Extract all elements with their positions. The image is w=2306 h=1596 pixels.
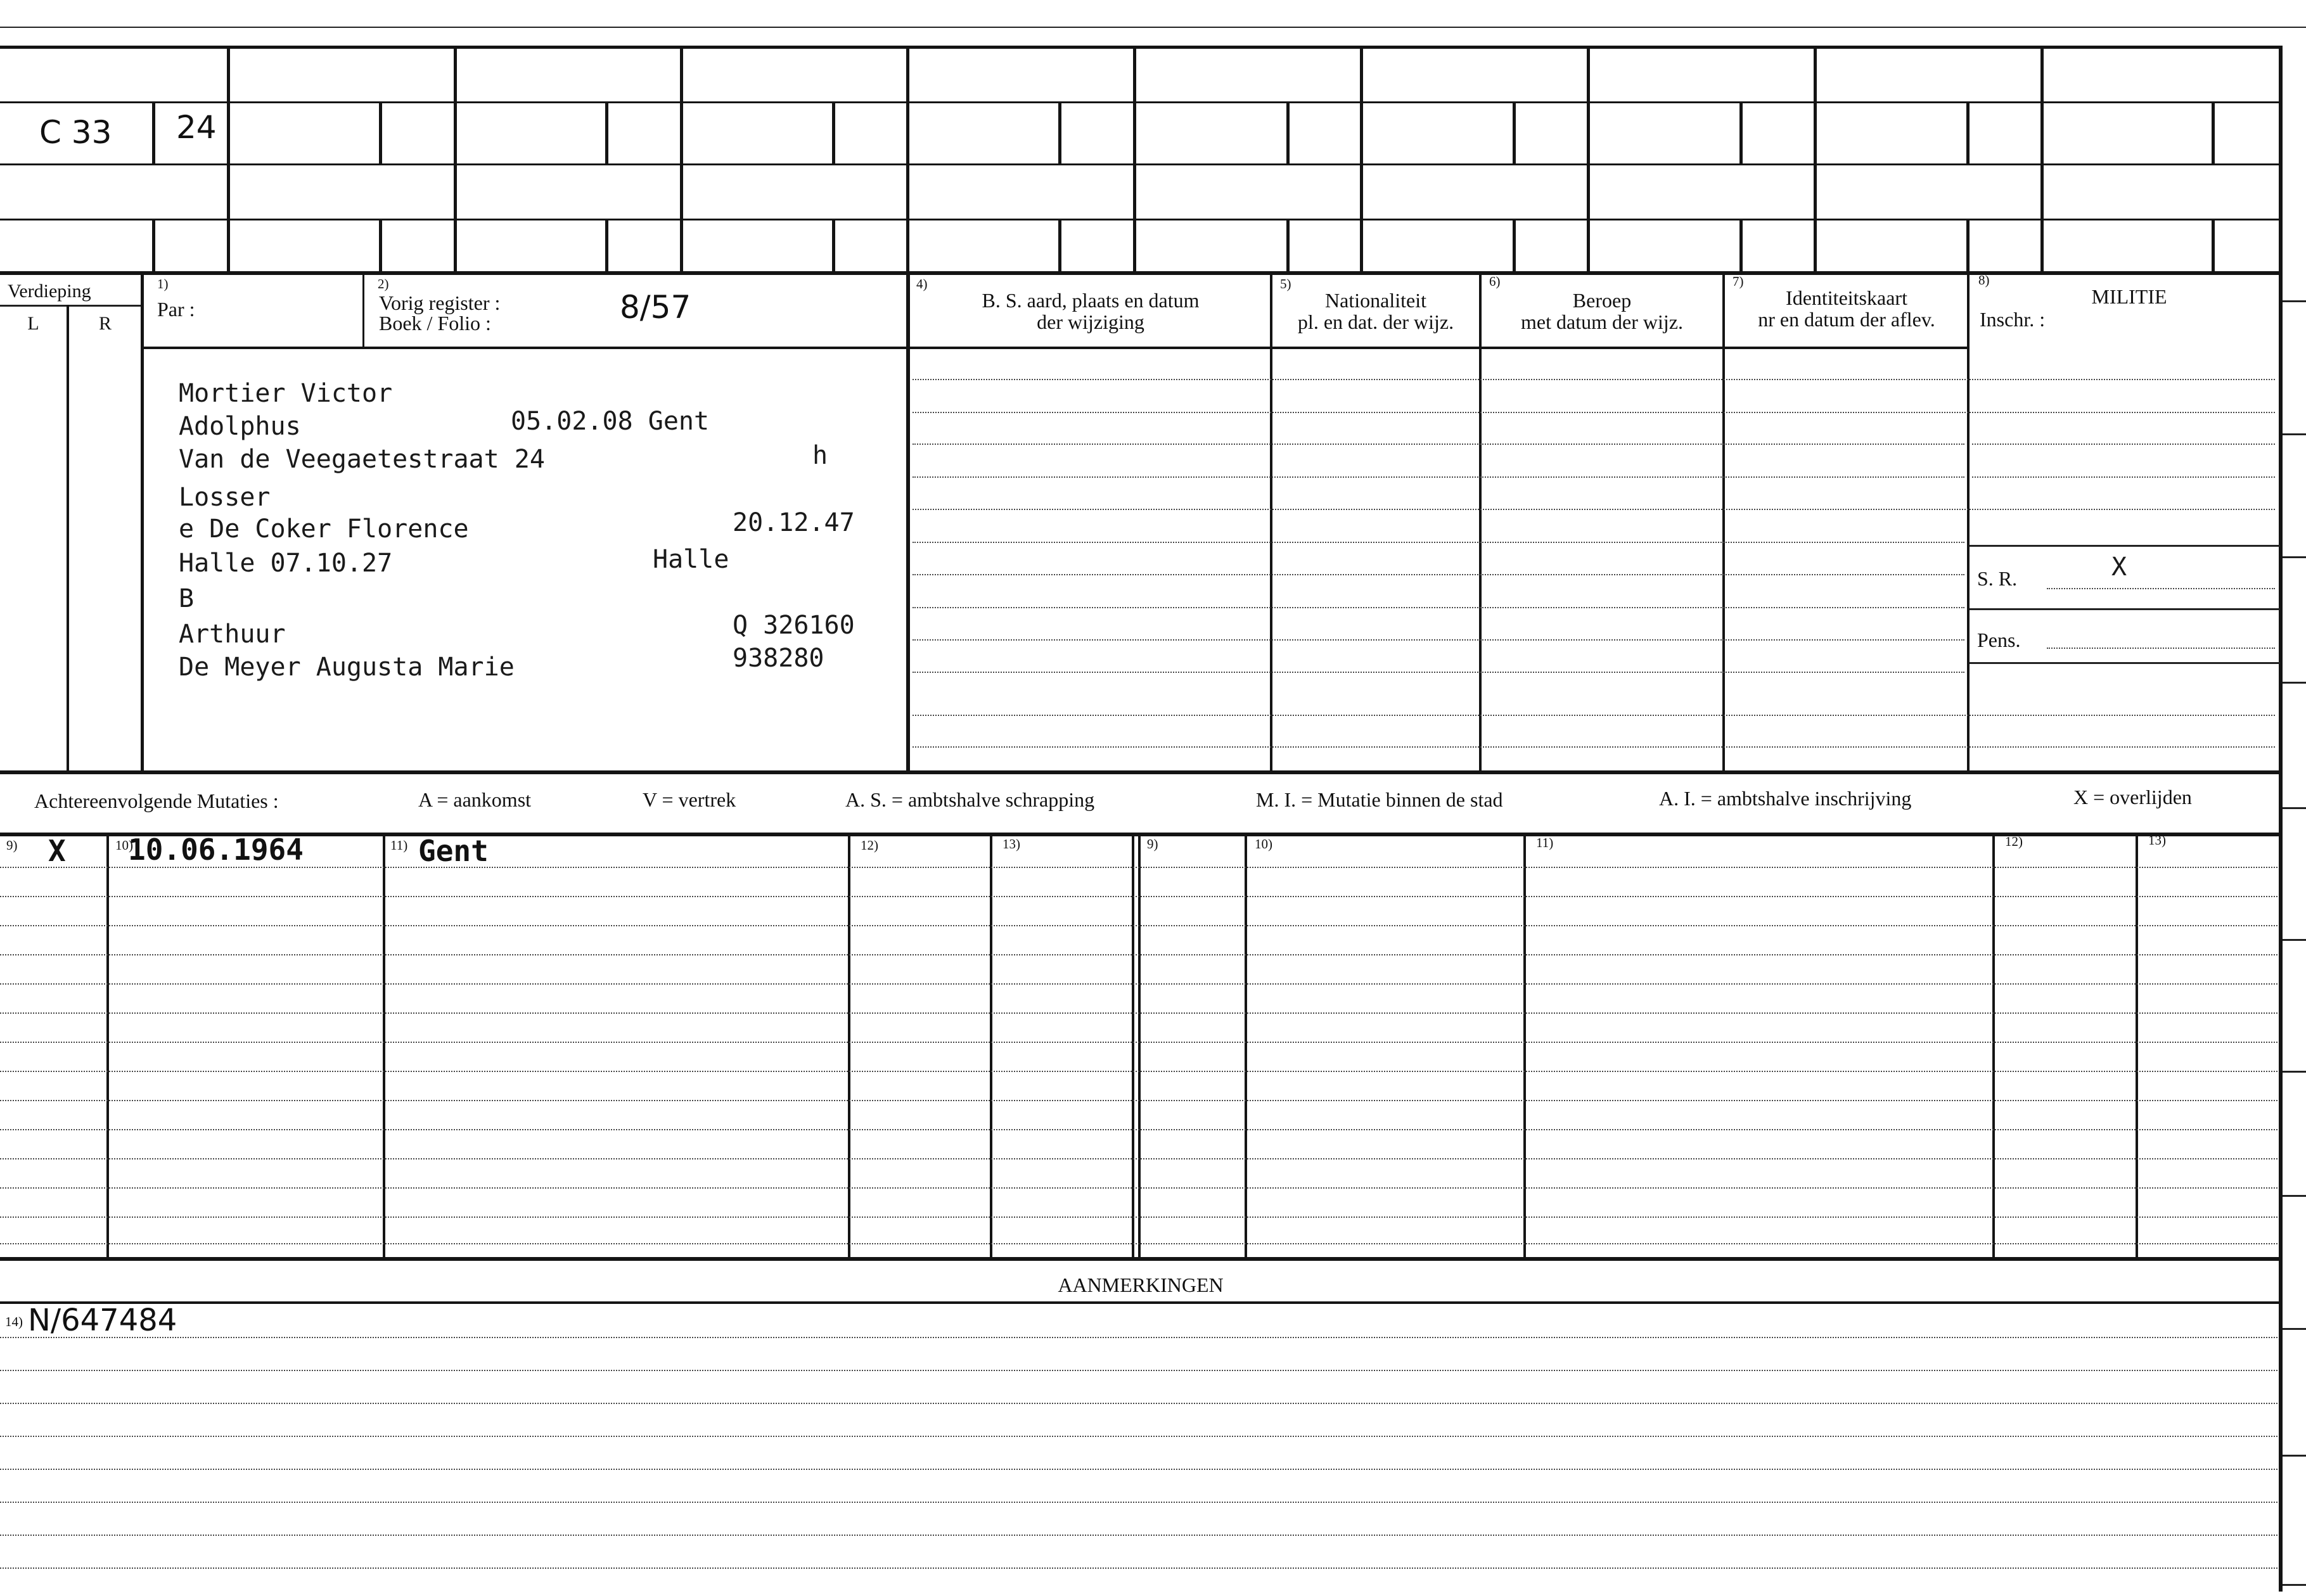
grid-vline-minor	[2212, 101, 2215, 163]
grid-vline-minor	[1513, 101, 1516, 163]
mut-vline	[1138, 835, 1141, 1260]
person-marriage-date: 20.12.47	[733, 508, 855, 537]
id-label-1: Identiteitskaart	[1786, 286, 1907, 309]
mut-vline	[990, 835, 992, 1260]
nat-num: 5)	[1280, 276, 1291, 291]
grid-vline-minor	[1286, 219, 1290, 272]
legend-as: A. S. = ambtshalve schrapping	[845, 788, 1095, 811]
code-series: C 33	[39, 114, 112, 151]
mutaties-top-line	[0, 833, 2281, 836]
mutatie-place: Gent	[418, 834, 489, 868]
mutatie-type: X	[48, 834, 66, 868]
mut-vline	[1523, 835, 1526, 1260]
person-birth: 05.02.08 Gent	[511, 407, 710, 436]
grid-vline-minor	[832, 101, 835, 163]
grid-vline	[1133, 46, 1136, 274]
mut-col-11b: 11)	[1536, 835, 1554, 850]
mut-col-11: 11)	[390, 838, 408, 853]
grid-vline-minor	[605, 101, 608, 163]
person-father: Arthuur	[179, 620, 286, 649]
legend-v: V = vertrek	[643, 788, 736, 811]
person-spouse-birth: Halle 07.10.27	[179, 549, 393, 578]
grid-vline	[1814, 46, 1817, 274]
person-b: B	[179, 584, 195, 613]
grid-vline-minor	[1058, 101, 1061, 163]
vorig-register-label: Vorig register :	[379, 291, 501, 314]
mut-col-12: 12)	[861, 838, 878, 853]
grid-vline-minor	[152, 101, 155, 163]
vorig-num: 2)	[378, 276, 389, 291]
aanmerkingen-title: AANMERKINGEN	[1058, 1274, 1224, 1296]
bs-label-2: der wijziging	[1037, 310, 1144, 333]
mut-vline	[383, 835, 385, 1260]
par-label: Par :	[157, 298, 195, 321]
grid-line	[0, 163, 2281, 165]
pens-label: Pens.	[1977, 629, 2021, 651]
pens-dotted-line	[2047, 648, 2275, 649]
grid-vline	[1360, 46, 1363, 274]
grid-vline-minor	[605, 219, 608, 272]
beroep-num: 6)	[1489, 274, 1501, 289]
grid-line	[0, 219, 2281, 220]
code-number: 24	[176, 109, 217, 146]
person-losser: Losser	[179, 483, 271, 512]
bs-label-1: B. S. aard, plaats en datum	[982, 289, 1200, 312]
right-border-line	[2279, 46, 2283, 1592]
beroep-label-1: Beroep	[1572, 289, 1632, 312]
person-mother: De Meyer Augusta Marie	[179, 653, 515, 682]
header-bottom-line	[141, 347, 1967, 349]
person-spouse-place: Halle	[653, 545, 729, 574]
mut-col-9b: 9)	[1147, 836, 1158, 852]
grid-vline-minor	[1058, 219, 1061, 272]
mut-col-10: 10)	[115, 838, 133, 853]
person-spouse: e De Coker Florence	[179, 514, 469, 544]
grid-vline-minor	[1739, 101, 1743, 163]
mut-col-12b: 12)	[2005, 834, 2023, 849]
par-divider	[362, 274, 364, 348]
aanmerkingen-value: N/647484	[28, 1303, 177, 1338]
mut-col-9: 9)	[6, 838, 18, 853]
grid-vline-minor	[1739, 219, 1743, 272]
person-mark: h	[812, 441, 828, 470]
person-mother-code: 938280	[733, 644, 824, 673]
nat-label-1: Nationaliteit	[1325, 289, 1426, 312]
grid-vline-minor	[1286, 101, 1290, 163]
grid-vline-minor	[1966, 219, 1970, 272]
militie-inschr-label: Inschr. :	[1980, 308, 2046, 331]
mut-vline	[106, 835, 109, 1260]
block-bottom-line	[0, 770, 2281, 774]
legend-ai: A. I. = ambtshalve inschrijving	[1659, 787, 1912, 810]
person-street: Van de Veegaetestraat 24	[179, 445, 545, 474]
col-r-label: R	[98, 313, 112, 334]
mil-num: 8)	[1978, 272, 1990, 288]
id-num: 7)	[1733, 274, 1744, 289]
legend-a: A = aankomst	[418, 788, 532, 811]
grid-vline-minor	[152, 219, 155, 272]
col-l-divider	[67, 305, 69, 774]
person-firstname: Adolphus	[179, 412, 301, 441]
verdieping-label: Verdieping	[8, 281, 91, 302]
mutaties-bottom-line	[0, 1257, 2281, 1261]
grid-vline	[454, 46, 457, 274]
legend-x: X = overlijden	[2073, 786, 2192, 808]
grid-vline-minor	[2212, 219, 2215, 272]
grid-line	[0, 271, 2281, 275]
grid-vline	[680, 46, 683, 274]
sr-value: X	[2111, 552, 2127, 582]
mut-vline	[1992, 835, 1995, 1260]
mut-vline	[1245, 835, 1247, 1260]
grid-vline	[1587, 46, 1590, 274]
mut-vline	[848, 835, 850, 1260]
col-l-label: L	[27, 313, 39, 334]
id-divider	[1967, 274, 1970, 774]
legend-mi: M. I. = Mutatie binnen de stad	[1256, 788, 1503, 811]
par-num: 1)	[157, 276, 169, 291]
grid-vline-minor	[1966, 101, 1970, 163]
verdieping-divider	[0, 305, 141, 307]
boek-folio-label: Boek / Folio :	[379, 312, 491, 335]
grid-vline-minor	[832, 219, 835, 272]
grid-vline	[227, 46, 230, 274]
mutaties-title: Achtereenvolgende Mutaties :	[34, 789, 279, 812]
grid-vline	[2040, 46, 2044, 274]
grid-line	[0, 101, 2281, 103]
mut-col-10b: 10)	[1255, 836, 1272, 852]
mut-col-13b: 13)	[2148, 833, 2166, 848]
grid-line	[0, 46, 2281, 49]
grid-vline-minor	[379, 101, 382, 163]
person-name: Mortier Victor	[179, 379, 393, 408]
grid-vline-minor	[379, 219, 382, 272]
id-label-2: nr en datum der aflev.	[1758, 308, 1935, 331]
mut-vline	[1132, 835, 1134, 1260]
grid-vline	[906, 46, 909, 274]
nat-label-2: pl. en dat. der wijz.	[1297, 310, 1454, 333]
bs-num: 4)	[916, 276, 928, 291]
sr-dotted-line	[2047, 588, 2275, 589]
aanmerkingen-num: 14)	[5, 1314, 23, 1329]
top-edge-line	[0, 27, 2306, 28]
aanmerkingen-line	[0, 1301, 2281, 1304]
mutatie-date: 10.06.1964	[128, 833, 304, 867]
beroep-label-2: met datum der wijz.	[1521, 310, 1683, 333]
grid-vline-minor	[1513, 219, 1516, 272]
mut-col-13: 13)	[1002, 836, 1020, 852]
person-father-code: Q 326160	[733, 611, 855, 640]
boek-folio-value: 8/57	[620, 289, 691, 326]
militie-title: MILITIE	[2091, 285, 2167, 308]
sr-label: S. R.	[1977, 567, 2018, 590]
mut-vline	[2136, 835, 2138, 1260]
